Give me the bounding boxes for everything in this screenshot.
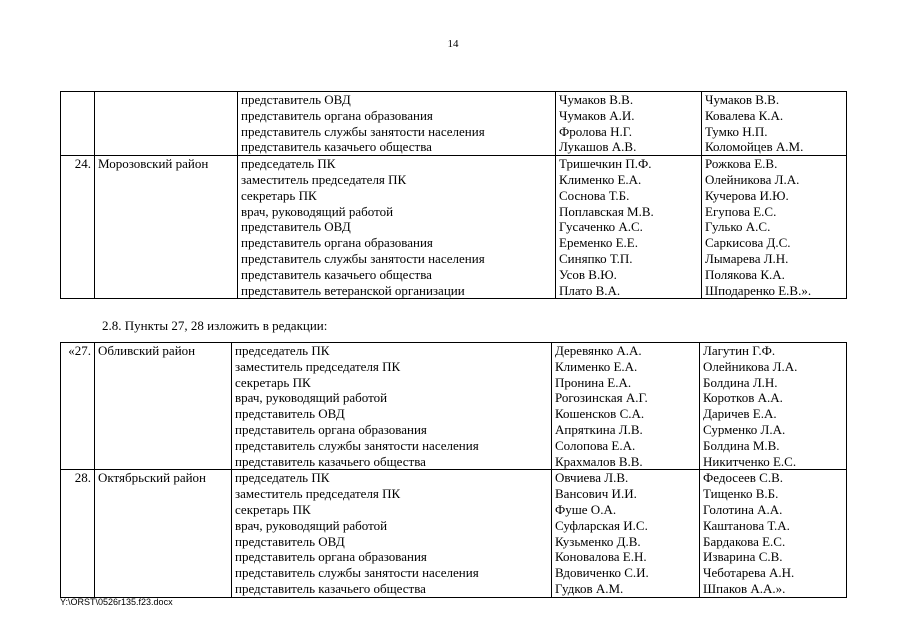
member-name: Кошенсков С.А.	[555, 406, 645, 422]
row-number: 24.	[61, 156, 95, 299]
position-line: представитель ОВД	[235, 533, 345, 549]
amendment-paragraph: 2.8. Пункты 27, 28 изложить в редакции:	[102, 318, 328, 333]
reserve-name: Полякова К.А.	[705, 266, 785, 282]
reserve-name: Коломойцев А.М.	[705, 139, 804, 155]
member-name: Чумаков В.В.	[559, 92, 634, 107]
position-line: председатель ПК	[235, 470, 330, 486]
reserve-name: Коротков А.А.	[703, 390, 783, 406]
reserve-name: Гулько А.С.	[705, 219, 771, 235]
commission-table-2	[60, 342, 847, 598]
reserve-name: Шпаков А.А.».	[703, 580, 786, 596]
table-row	[61, 470, 847, 597]
reserve-name: Тумко Н.П.	[705, 123, 768, 139]
position-cell	[232, 470, 552, 597]
position-line: представитель службы занятости населения	[235, 437, 479, 453]
table-row	[61, 92, 847, 156]
row-number: 28.	[61, 470, 95, 597]
reserve-name: Рожкова Е.В.	[705, 156, 778, 172]
table-row	[61, 343, 847, 470]
reserve-name: Лагутин Г.Ф.	[703, 343, 776, 358]
district-name: Морозовский район	[95, 156, 238, 299]
member-name: Клименко Е.А.	[559, 171, 642, 187]
member-name: Тришечкин П.Ф.	[559, 156, 652, 172]
member-name: Фуше О.А.	[555, 501, 617, 517]
member-name: Суфларская И.С.	[555, 517, 648, 533]
position-line: представитель органа образования	[241, 235, 433, 251]
reserve-name: Болдина Л.Н.	[703, 374, 778, 390]
reserve-name: Голотина А.А.	[703, 501, 783, 517]
position-line: представитель казачьего общества	[241, 139, 432, 155]
member-cell	[556, 92, 702, 156]
reserve-name: Никитченко Е.С.	[703, 453, 797, 469]
row-number	[61, 92, 95, 156]
page-number: 14	[447, 38, 459, 50]
position-line: председатель ПК	[241, 156, 336, 172]
member-name: Клименко Е.А.	[555, 358, 638, 374]
reserve-cell	[700, 470, 847, 597]
position-cell	[238, 156, 556, 299]
commission-table-1	[60, 91, 847, 299]
position-line: представитель службы занятости населения	[235, 565, 479, 581]
reserve-cell	[700, 343, 847, 470]
member-name: Пронина Е.А.	[555, 374, 632, 390]
member-name: Деревянко А.А.	[555, 343, 642, 358]
reserve-name: Олейникова Л.А.	[705, 171, 800, 187]
member-name: Кузьменко Д.В.	[555, 533, 641, 549]
position-cell	[238, 92, 556, 156]
member-name: Гудков А.М.	[555, 580, 624, 596]
position-line: председатель ПК	[235, 343, 330, 358]
position-line: врач, руководящий работой	[241, 203, 394, 219]
file-path-footer: Y:\ORST\0526r135.f23.docx	[60, 597, 173, 607]
position-line: представитель ОВД	[241, 92, 351, 107]
member-name: Вдовиченко С.И.	[555, 565, 649, 581]
member-name: Лукашов А.В.	[559, 139, 637, 155]
reserve-name: Чумаков В.В.	[705, 92, 780, 107]
member-name: Чумаков А.И.	[559, 107, 635, 123]
reserve-name: Саркисова Д.С.	[705, 235, 791, 251]
reserve-name: Сурменко Л.А.	[703, 421, 786, 437]
position-line: заместитель председателя ПК	[241, 171, 407, 187]
position-line: представитель ОВД	[241, 219, 351, 235]
position-line: представитель службы занятости населения	[241, 123, 485, 139]
reserve-name: Болдина М.В.	[703, 437, 780, 453]
district-name: Обливский район	[95, 343, 232, 470]
reserve-name: Кучерова И.Ю.	[705, 187, 789, 203]
position-line: представитель органа образования	[235, 421, 427, 437]
member-name: Синяпко Т.П.	[559, 250, 633, 266]
reserve-cell	[702, 156, 847, 299]
member-name: Солопова Е.А.	[555, 437, 636, 453]
position-line: представитель казачьего общества	[235, 580, 426, 596]
position-line: врач, руководящий работой	[235, 517, 388, 533]
member-name: Усов В.Ю.	[559, 266, 617, 282]
member-name: Плато В.А.	[559, 282, 621, 298]
member-name: Овчиева Л.В.	[555, 470, 629, 486]
position-line: секретарь ПК	[235, 374, 311, 390]
reserve-name: Олейникова Л.А.	[703, 358, 798, 374]
reserve-name: Шподаренко Е.В.».	[705, 282, 812, 298]
member-name: Вансович И.И.	[555, 486, 637, 502]
position-line: представитель ОВД	[235, 406, 345, 422]
reserve-name: Лымарева Л.Н.	[705, 250, 789, 266]
district-name: Октябрьский район	[95, 470, 232, 597]
member-name: Апряткина Л.В.	[555, 421, 643, 437]
member-name: Гусаченко А.С.	[559, 219, 643, 235]
position-line: представитель органа образования	[241, 107, 433, 123]
member-name: Коновалова Е.Н.	[555, 549, 647, 565]
reserve-name: Даричев Е.А.	[703, 406, 777, 422]
member-cell	[552, 470, 700, 597]
position-cell	[232, 343, 552, 470]
position-line: представитель органа образования	[235, 549, 427, 565]
reserve-name: Бардакова Е.С.	[703, 533, 786, 549]
member-name: Фролова Н.Г.	[559, 123, 633, 139]
reserve-name: Егупова Е.С.	[705, 203, 777, 219]
position-line: заместитель председателя ПК	[235, 358, 401, 374]
member-name: Еременко Е.Е.	[559, 235, 638, 251]
position-line: представитель казачьего общества	[235, 453, 426, 469]
reserve-name: Ковалева К.А.	[705, 107, 784, 123]
member-name: Соснова Т.Б.	[559, 187, 630, 203]
position-line: представитель службы занятости населения	[241, 250, 485, 266]
reserve-cell	[702, 92, 847, 156]
position-line: секретарь ПК	[235, 501, 311, 517]
position-line: заместитель председателя ПК	[235, 486, 401, 502]
reserve-name: Тищенко В.Б.	[703, 486, 779, 502]
member-name: Поплавская М.В.	[559, 203, 654, 219]
reserve-name: Каштанова Т.А.	[703, 517, 790, 533]
row-number: «27.	[61, 343, 95, 470]
member-cell	[556, 156, 702, 299]
reserve-name: Чеботарева А.Н.	[703, 565, 795, 581]
member-name: Рогозинская А.Г.	[555, 390, 648, 406]
position-line: врач, руководящий работой	[235, 390, 388, 406]
position-line: представитель ветеранской организации	[241, 282, 465, 298]
position-line: представитель казачьего общества	[241, 266, 432, 282]
member-cell	[552, 343, 700, 470]
position-line: секретарь ПК	[241, 187, 317, 203]
reserve-name: Федосеев С.В.	[703, 470, 784, 486]
member-name: Крахмалов В.В.	[555, 453, 643, 469]
table-row	[61, 156, 847, 299]
reserve-name: Изварина С.В.	[703, 549, 783, 565]
district-name	[95, 92, 238, 156]
